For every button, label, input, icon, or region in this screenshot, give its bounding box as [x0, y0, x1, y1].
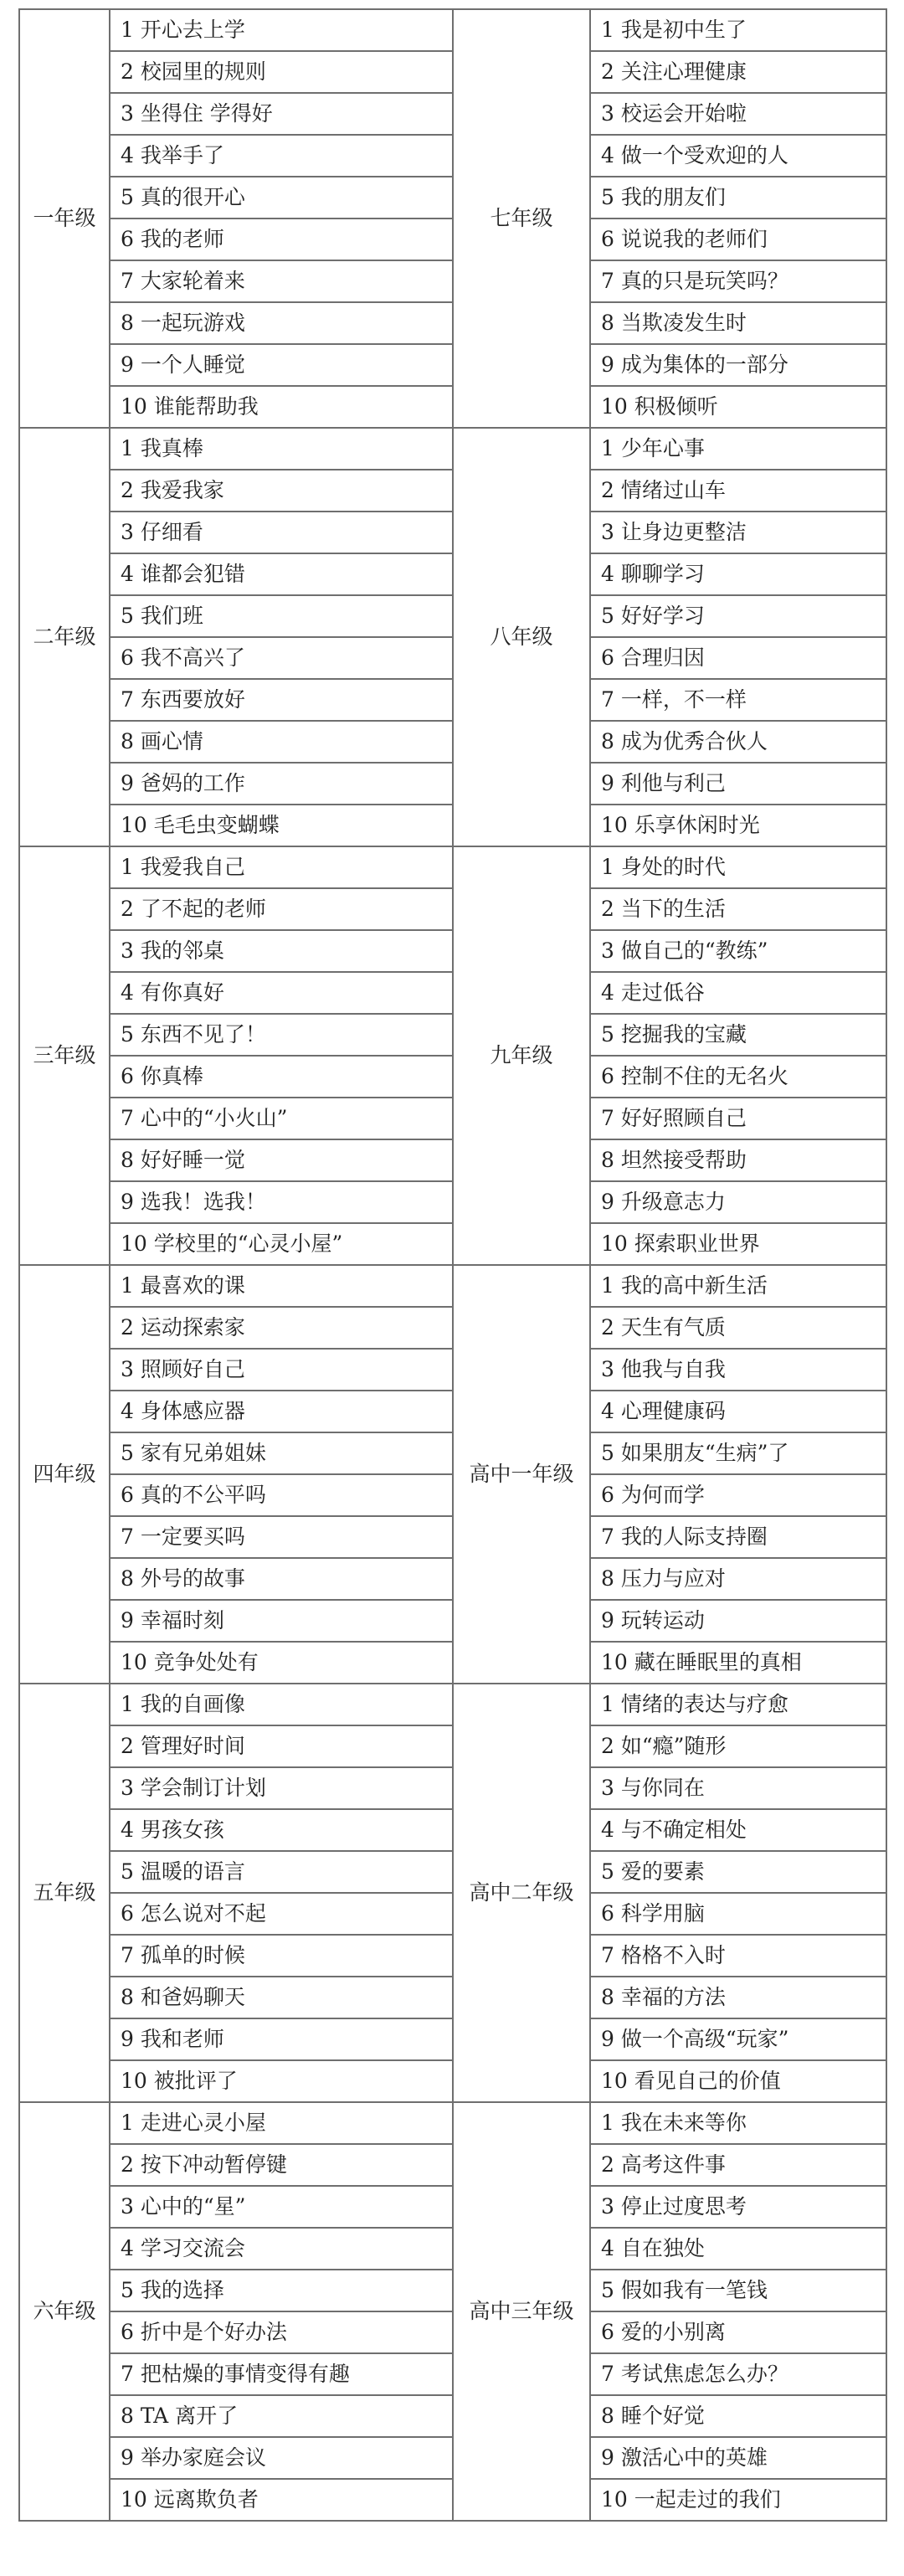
lesson-item-left: 8 TA 离开了: [110, 2395, 453, 2437]
lesson-item-left: 7 东西要放好: [110, 679, 453, 721]
lesson-item-right: 8 当欺凌发生时: [590, 302, 886, 344]
lesson-item-left: 3 我的邻桌: [110, 930, 453, 972]
lesson-item-left: 6 我的老师: [110, 219, 453, 260]
lesson-item-left: 7 一定要买吗: [110, 1516, 453, 1558]
lesson-item-left: 5 我们班: [110, 595, 453, 637]
lesson-item-right: 4 心理健康码: [590, 1391, 886, 1432]
lesson-item-right: 1 少年心事: [590, 428, 886, 470]
lesson-item-right: 2 如“瘾”随形: [590, 1725, 886, 1767]
lesson-item-left: 10 毛毛虫变蝴蝶: [110, 805, 453, 846]
lesson-item-right: 9 利他与利己: [590, 763, 886, 805]
table-row: [19, 1684, 886, 1725]
lesson-item-left: 8 一起玩游戏: [110, 302, 453, 344]
lesson-item-right: 6 控制不住的无名火: [590, 1056, 886, 1098]
table-row: [19, 846, 886, 888]
lesson-item-right: 4 自在独处: [590, 2228, 886, 2270]
lesson-item-left: 8 画心情: [110, 721, 453, 763]
lesson-item-left: 7 大家轮着来: [110, 260, 453, 302]
lesson-item-left: 4 谁都会犯错: [110, 553, 453, 595]
lesson-item-left: 9 举办家庭会议: [110, 2437, 453, 2479]
lesson-item-left: 8 外号的故事: [110, 1558, 453, 1600]
grade-label-left: 四年级: [19, 1265, 110, 1684]
lesson-item-right: 6 爱的小别离: [590, 2311, 886, 2353]
lesson-item-left: 10 被批评了: [110, 2060, 453, 2102]
lesson-item-left: 9 我和老师: [110, 2018, 453, 2060]
lesson-item-right: 5 如果朋友“生病”了: [590, 1432, 886, 1474]
lesson-item-left: 1 最喜欢的课: [110, 1265, 453, 1307]
lesson-item-left: 8 好好睡一觉: [110, 1139, 453, 1181]
lesson-item-left: 4 我举手了: [110, 135, 453, 177]
curriculum-table: [18, 8, 887, 2522]
lesson-item-right: 9 激活心中的英雄: [590, 2437, 886, 2479]
lesson-item-right: 4 与不确定相处: [590, 1809, 886, 1851]
lesson-item-left: 1 我爱我自己: [110, 846, 453, 888]
lesson-item-right: 3 校运会开始啦: [590, 93, 886, 135]
table-row: [19, 428, 886, 470]
lesson-item-left: 1 我的自画像: [110, 1684, 453, 1725]
lesson-item-left: 7 孤单的时候: [110, 1935, 453, 1977]
lesson-item-left: 10 远离欺负者: [110, 2479, 453, 2521]
lesson-item-left: 1 我真棒: [110, 428, 453, 470]
lesson-item-right: 10 看见自己的价值: [590, 2060, 886, 2102]
lesson-item-left: 3 照顾好自己: [110, 1349, 453, 1391]
lesson-item-right: 7 格格不入时: [590, 1935, 886, 1977]
lesson-item-right: 1 情绪的表达与疗愈: [590, 1684, 886, 1725]
lesson-item-left: 10 竞争处处有: [110, 1642, 453, 1684]
lesson-item-right: 9 玩转运动: [590, 1600, 886, 1642]
lesson-item-left: 6 折中是个好办法: [110, 2311, 453, 2353]
grade-label-right: 高中一年级: [453, 1265, 590, 1684]
lesson-item-left: 4 身体感应器: [110, 1391, 453, 1432]
lesson-item-left: 3 学会制订计划: [110, 1767, 453, 1809]
lesson-item-left: 4 学习交流会: [110, 2228, 453, 2270]
lesson-item-right: 8 睡个好觉: [590, 2395, 886, 2437]
lesson-item-left: 5 温暖的语言: [110, 1851, 453, 1893]
lesson-item-right: 5 假如我有一笔钱: [590, 2270, 886, 2311]
lesson-item-right: 7 考试焦虑怎么办？: [590, 2353, 886, 2395]
lesson-item-left: 6 我不高兴了: [110, 637, 453, 679]
lesson-item-left: 5 真的很开心: [110, 177, 453, 219]
lesson-item-right: 4 做一个受欢迎的人: [590, 135, 886, 177]
lesson-item-right: 7 真的只是玩笑吗？: [590, 260, 886, 302]
lesson-item-left: 8 和爸妈聊天: [110, 1977, 453, 2018]
lesson-item-right: 10 积极倾听: [590, 386, 886, 428]
lesson-item-right: 1 我在未来等你: [590, 2102, 886, 2144]
lesson-item-left: 5 我的选择: [110, 2270, 453, 2311]
grade-label-right: 八年级: [453, 428, 590, 846]
table-row: [19, 9, 886, 51]
lesson-item-left: 4 男孩女孩: [110, 1809, 453, 1851]
lesson-item-right: 8 坦然接受帮助: [590, 1139, 886, 1181]
lesson-item-right: 3 做自己的“教练”: [590, 930, 886, 972]
lesson-item-right: 9 做一个高级“玩家”: [590, 2018, 886, 2060]
table-row: [19, 2102, 886, 2144]
lesson-item-right: 3 他我与自我: [590, 1349, 886, 1391]
lesson-item-right: 10 探索职业世界: [590, 1223, 886, 1265]
lesson-item-right: 3 停止过度思考: [590, 2186, 886, 2228]
lesson-item-right: 2 天生有气质: [590, 1307, 886, 1349]
lesson-item-right: 5 爱的要素: [590, 1851, 886, 1893]
lesson-item-left: 2 运动探索家: [110, 1307, 453, 1349]
lesson-item-right: 4 聊聊学习: [590, 553, 886, 595]
grade-label-left: 三年级: [19, 846, 110, 1265]
grade-label-left: 二年级: [19, 428, 110, 846]
lesson-item-right: 2 情绪过山车: [590, 470, 886, 512]
lesson-item-right: 5 我的朋友们: [590, 177, 886, 219]
lesson-item-left: 9 选我！选我！: [110, 1181, 453, 1223]
lesson-item-left: 6 真的不公平吗: [110, 1474, 453, 1516]
lesson-item-left: 2 了不起的老师: [110, 888, 453, 930]
lesson-item-right: 1 身处的时代: [590, 846, 886, 888]
lesson-item-right: 2 高考这件事: [590, 2144, 886, 2186]
lesson-item-right: 3 让身边更整洁: [590, 512, 886, 553]
lesson-item-right: 9 升级意志力: [590, 1181, 886, 1223]
lesson-item-right: 6 科学用脑: [590, 1893, 886, 1935]
lesson-item-left: 1 走进心灵小屋: [110, 2102, 453, 2144]
lesson-item-right: 10 藏在睡眠里的真相: [590, 1642, 886, 1684]
lesson-item-right: 5 好好学习: [590, 595, 886, 637]
lesson-item-left: 10 谁能帮助我: [110, 386, 453, 428]
lesson-item-right: 1 我是初中生了: [590, 9, 886, 51]
table-row: [19, 1265, 886, 1307]
lesson-item-right: 7 好好照顾自己: [590, 1098, 886, 1139]
lesson-item-left: 7 把枯燥的事情变得有趣: [110, 2353, 453, 2395]
lesson-item-left: 2 按下冲动暂停键: [110, 2144, 453, 2186]
table-body: [19, 9, 886, 2521]
lesson-item-left: 6 怎么说对不起: [110, 1893, 453, 1935]
grade-label-left: 五年级: [19, 1684, 110, 2102]
lesson-item-right: 8 压力与应对: [590, 1558, 886, 1600]
lesson-item-right: 4 走过低谷: [590, 972, 886, 1014]
grade-label-right: 九年级: [453, 846, 590, 1265]
lesson-item-left: 9 一个人睡觉: [110, 344, 453, 386]
lesson-item-right: 3 与你同在: [590, 1767, 886, 1809]
lesson-item-left: 3 坐得住 学得好: [110, 93, 453, 135]
lesson-item-right: 10 一起走过的我们: [590, 2479, 886, 2521]
lesson-item-left: 2 管理好时间: [110, 1725, 453, 1767]
lesson-item-right: 9 成为集体的一部分: [590, 344, 886, 386]
grade-label-left: 六年级: [19, 2102, 110, 2521]
lesson-item-left: 1 开心去上学: [110, 9, 453, 51]
lesson-item-left: 5 东西不见了！: [110, 1014, 453, 1056]
lesson-item-right: 7 我的人际支持圈: [590, 1516, 886, 1558]
lesson-item-right: 7 一样，不一样: [590, 679, 886, 721]
lesson-item-left: 7 心中的“小火山”: [110, 1098, 453, 1139]
lesson-item-right: 6 说说我的老师们: [590, 219, 886, 260]
lesson-item-right: 1 我的高中新生活: [590, 1265, 886, 1307]
lesson-item-right: 6 合理归因: [590, 637, 886, 679]
lesson-item-left: 9 幸福时刻: [110, 1600, 453, 1642]
lesson-item-right: 2 关注心理健康: [590, 51, 886, 93]
lesson-item-left: 5 家有兄弟姐妹: [110, 1432, 453, 1474]
lesson-item-left: 2 校园里的规则: [110, 51, 453, 93]
lesson-item-right: 5 挖掘我的宝藏: [590, 1014, 886, 1056]
grade-label-right: 七年级: [453, 9, 590, 428]
lesson-item-left: 9 爸妈的工作: [110, 763, 453, 805]
lesson-item-right: 8 幸福的方法: [590, 1977, 886, 2018]
lesson-item-left: 6 你真棒: [110, 1056, 453, 1098]
grade-label-left: 一年级: [19, 9, 110, 428]
lesson-item-left: 3 心中的“星”: [110, 2186, 453, 2228]
lesson-item-right: 10 乐享休闲时光: [590, 805, 886, 846]
grade-label-right: 高中三年级: [453, 2102, 590, 2521]
lesson-item-right: 8 成为优秀合伙人: [590, 721, 886, 763]
lesson-item-left: 10 学校里的“心灵小屋”: [110, 1223, 453, 1265]
lesson-item-left: 3 仔细看: [110, 512, 453, 553]
lesson-item-left: 4 有你真好: [110, 972, 453, 1014]
lesson-item-left: 2 我爱我家: [110, 470, 453, 512]
lesson-item-right: 2 当下的生活: [590, 888, 886, 930]
lesson-item-right: 6 为何而学: [590, 1474, 886, 1516]
grade-label-right: 高中二年级: [453, 1684, 590, 2102]
